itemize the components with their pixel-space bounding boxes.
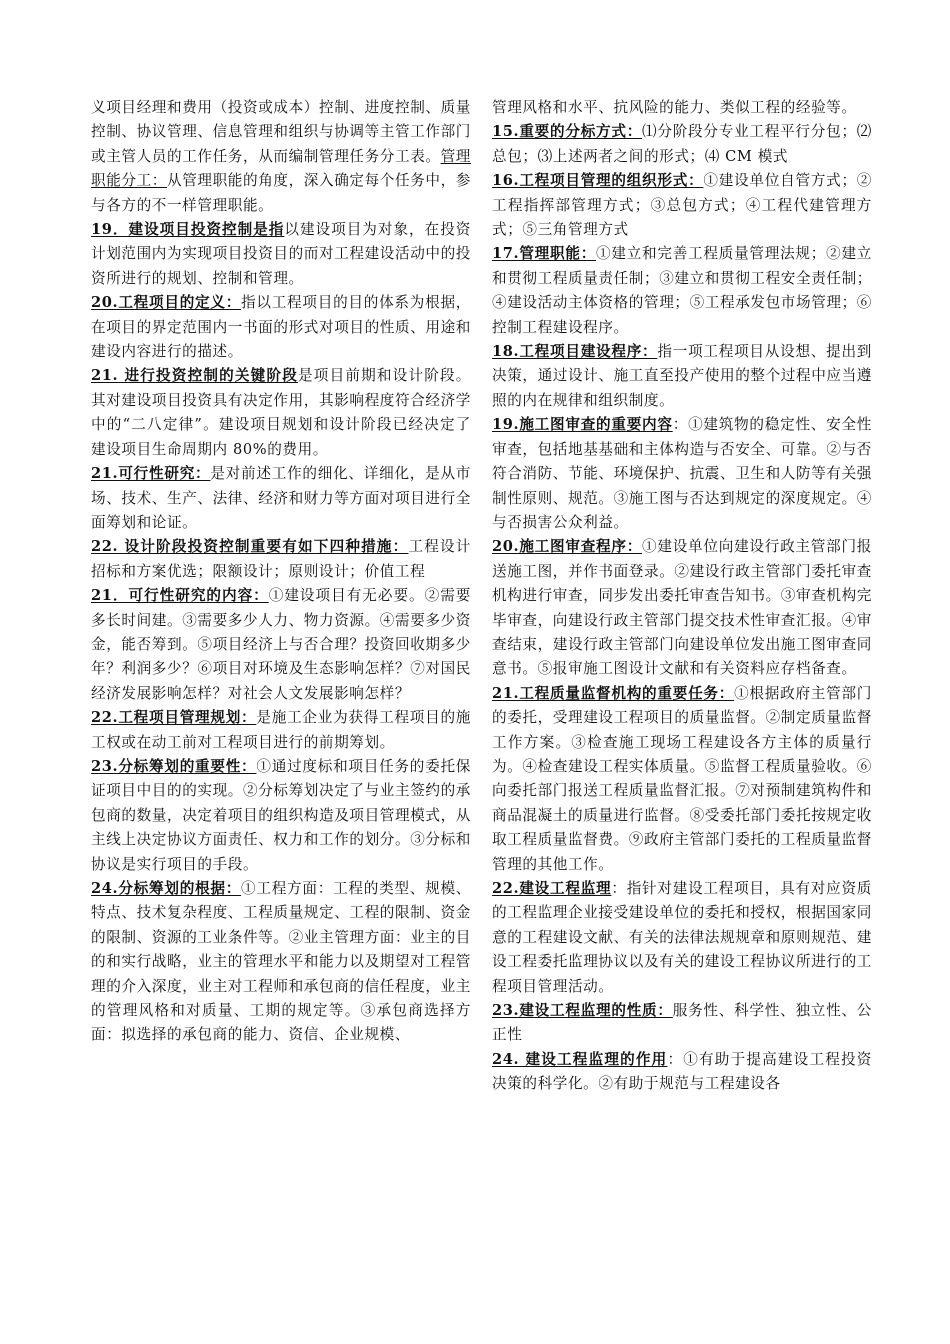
paragraph-heading: 23.建设工程监理的性质：: [492, 1002, 673, 1020]
paragraph-heading: 20.工程项目的定义：: [91, 294, 242, 312]
paragraph-text: 指以工程项目的目的体系为根据，在项目的界定范围内一书面的形式对项目的性质、用途和建设内容进行的描述。: [91, 294, 471, 361]
paragraph-text: 是对前述工作的细化、详细化，是从市场、技术、生产、法律、经济和财力等方面对项目进行全面筹划和论证。: [91, 465, 471, 531]
left-paragraph-2: [91, 291, 471, 364]
left-paragraph-6: [91, 584, 471, 706]
paragraph-text: ①建立和完善工程质量管理法规；②建立和贯彻工程质量责任制；③建立和贯彻工程安全责任制；④建设活动主体资格的管理；⑤工程承发包市场管理；⑥控制工程建设程序。: [492, 245, 872, 336]
paragraph-text: 管理风格和水平、抗风险的能力、类似工程的经验等。: [492, 99, 857, 116]
paragraph-heading: 19.施工图审查的重要内容: [492, 416, 673, 434]
right-paragraph-6: [492, 535, 872, 681]
paragraph-text: 服务性、科学性、独立性、公正性: [492, 1002, 872, 1044]
right-paragraph-7: [492, 682, 872, 877]
paragraph-text: 工程设计招标和方案优选；限额设计；原则设计；价值工程: [91, 538, 471, 580]
right-paragraph-0: [492, 96, 872, 120]
paragraph-text: 是施工企业为获得工程项目的施工权或在动工前对工程项目进行的前期筹划。: [91, 709, 471, 751]
right-paragraph-5: [492, 413, 872, 535]
paragraph-heading: 22.工程项目管理规划：: [91, 709, 257, 727]
paragraph-heading: 23.分标筹划的重要性：: [91, 757, 257, 775]
paragraph-text: 义项目经理和费用（投资或成本）控制、进度控制、质量控制、协议管理、信息管理和组织与协调等主管工作部门或主管人员的工作任务，从而编制管理任务分工表。: [91, 99, 471, 165]
paragraph-text: ①建设项目有无必要。②需要多长时间建。③需要多少人力、物力资源。④需要多少资金，能否筹到。⑤项目经济上与否合理？投资回收期多少年？利润多少？⑥项目对环境及生态影响怎样？⑦对国民经济发展影响怎样？对社会人文发展影响怎样？: [91, 587, 471, 702]
left-paragraph-5: [91, 535, 471, 584]
right-column: [492, 96, 872, 1097]
paragraph-heading: 16.工程项目管理的组织形式：: [492, 172, 704, 190]
paragraph-text: 指一项工程项目从设想、提出到决策，通过设计、施工直至投产使用的整个过程中应当遵照的内在规律和组织制度。: [492, 343, 872, 409]
paragraph-text: ①建设单位向建设行政主管部门报送施工图，并作书面登录。②建设行政主管部门委托审查机构进行审查，同步发出委托审查告知书。③审查机构完毕审查，向建设行政主管部门提交技术性审查汇报。④审查结束，建设行政主管部门向建设单位发出施工图审查同意书。⑤报审施工图设计文献和有关资料应存档备查。: [492, 538, 872, 678]
right-paragraph-4: [492, 340, 872, 413]
paragraph-text: ：①有助于提高建设工程投资决策的科学化。②有助于规范与工程建设各: [492, 1050, 872, 1093]
paragraph-heading: 21.工程质量监督机构的重要任务：: [492, 684, 735, 702]
right-paragraph-10: [492, 1048, 872, 1097]
paragraph-heading: 21. 进行投资控制的关键阶段: [91, 367, 299, 385]
paragraph-text: ①工程方面：工程的类型、规模、特点、技术复杂程度、工程质量规定、工程的限制、资金的限制、资源的工业条件等。②业主管理方面：业主的目的和实行战略，业主的管理水平和能力以及期望对工程管理的介入深度，业主对工程师和承包商的信任程度，业主的管理风格和对质量、工期的规定等。③承包商选择方面：拟选择的承包商的能力、资信、企业规模、: [91, 880, 471, 1044]
paragraph-text: 以建设项目为对象，在投资计划范围内为实现项目投资目的而对工程建设活动中的投资所进行的规划、控制和管理。: [91, 221, 471, 287]
left-column: [91, 96, 471, 1048]
paragraph-text: ：①建筑物的稳定性、安全性审查，包括地基基础和主体构造与否安全、可靠。②与否符合消防、节能、环境保护、抗震、卫生和人防等有关强制性原则、规范。③施工图与否达到规定的深度规定。④与否损害公众利益。: [492, 416, 872, 531]
paragraph-heading: 15.重要的分标方式：: [492, 123, 643, 141]
paragraph-text: ①通过度标和项目任务的委托保证项目中目的的实现。②分标筹划决定了与业主签约的承包商的数量，决定着项目的组织构造及项目管理模式，从主线上决定协议方面责任、权力和工作的划分。③分标和协议是实行项目的手段。: [91, 757, 471, 873]
right-paragraph-2: [492, 169, 872, 242]
left-paragraph-0: [91, 96, 471, 218]
left-paragraph-7: [91, 706, 471, 755]
paragraph-underlined-term: 管理职能分工：: [91, 147, 471, 190]
left-paragraph-8: [91, 755, 471, 877]
right-paragraph-8: [492, 877, 872, 999]
paragraph-text: ⑴分阶段分专业工程平行分包；⑵总包；⑶上述两者之间的形式；⑷ CM 模式: [492, 123, 872, 165]
paragraph-heading: 21.可行性研究：: [91, 465, 211, 483]
paragraph-text: 从管理职能的角度，深入确定每个任务中，参与各方的不一样管理职能。: [91, 172, 471, 214]
paragraph-heading: 19．建设项目投资控制是指: [91, 221, 285, 239]
left-paragraph-4: [91, 462, 471, 535]
right-paragraph-3: [492, 242, 872, 340]
paragraph-heading: 21．可行性研究的内容：: [91, 587, 269, 605]
paragraph-heading: 24.分标筹划的根据：: [91, 880, 242, 897]
paragraph-heading: 18.工程项目建设程序：: [492, 343, 658, 361]
right-paragraph-9: [492, 999, 872, 1048]
paragraph-heading: 22. 设计阶段投资控制重要有如下四种措施：: [91, 538, 409, 556]
left-paragraph-1: [91, 218, 471, 291]
paragraph-heading: 24. 建设工程监理的作用: [492, 1050, 668, 1068]
left-paragraph-9: [91, 877, 471, 1048]
paragraph-heading: 22.建设工程监理: [492, 880, 612, 897]
left-paragraph-3: [91, 364, 471, 462]
right-paragraph-1: [492, 120, 872, 169]
paragraph-text: ①根据政府主管部门的委托，受理建设工程项目的质量监督。②制定质量监督工作方案。③检查施工现场工程建设各方主体的质量行为。④检查建设工程实体质量。⑤监督工程质量验收。⑥向委托部门报送工程质量监督汇报。⑦对预制建筑构件和商品混凝土的质量进行监督。⑧受委托部门委托按规定收取工程质量监督费。⑨政府主管部门委托的工程质量监督管理的其他工作。: [492, 684, 873, 873]
paragraph-text: ①建设单位自管方式；②工程指挥部管理方式；③总包方式；④工程代建管理方式；⑤三角管理方式: [492, 172, 872, 239]
paragraph-heading: 17.管理职能：: [492, 245, 597, 263]
paragraph-heading: 20.施工图审查程序：: [492, 538, 643, 556]
paragraph-text: ：指针对建设工程项目，具有对应资质的工程监理企业接受建设单位的委托和授权，根据国家同意的工程建设文献、有关的法律法规规章和原则规范、建设工程委托监理协议以及有关的建设工程协议所进行的工程项目管理活动。: [492, 880, 872, 995]
paragraph-text: 是项目前期和设计阶段。其对建设项目投资具有决定作用，其影响程度符合经济学中的“二八定律”。建设项目规划和设计阶段已经决定了建设项目生命周期内 80%的费用。: [91, 367, 471, 458]
